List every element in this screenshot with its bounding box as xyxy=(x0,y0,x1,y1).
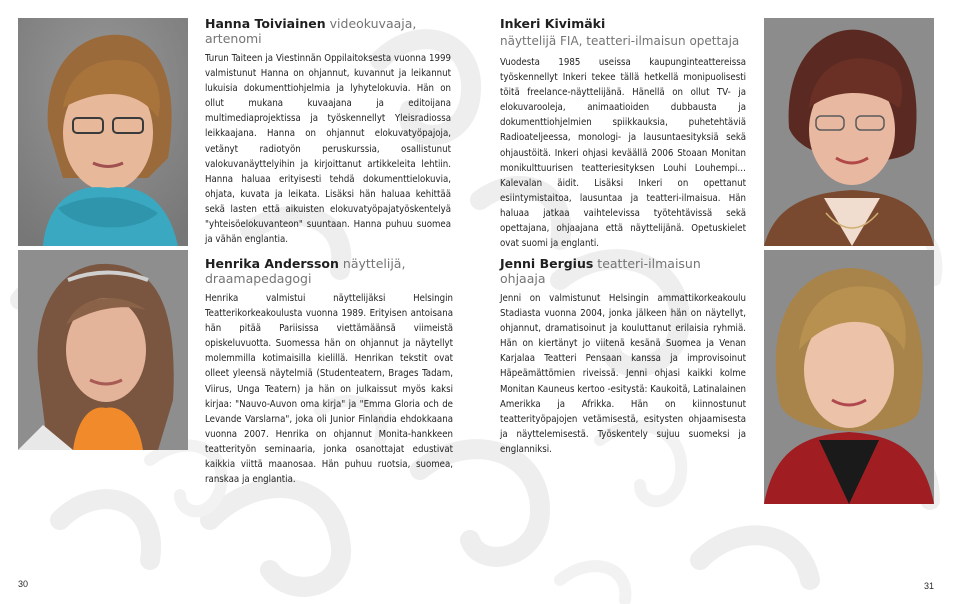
profile-text: Jenni on valmistunut Helsingin ammattikorkeakoulu Stadiasta vuonna 2004, jonka jälkeen hän on näytellyt, ohjannut, dramatisoinut ja kouluttanut erilaisia ryhmiä. Hän on kiertänyt jo viitenä kesänä Suomea ja Venan Karjalaa Teatteri Pensaan kanssa ja improvisoinut Häpeämättömien riveissä. Jenni ohjasi kaikki kolme Monitan Kauneus kertoo -esitystä: Kaukoitä, Latinalainen Amerikka ja Afrikka. Hän on kiinnostunut teatterityöpajojen vetämisestä, esitysten ohjaamisesta ja näyttelemisestä. Työskentely sujuu suomeksi ja englanniksi. xyxy=(500,293,746,455)
profile-hanna xyxy=(205,16,451,247)
portrait-inkeri xyxy=(764,18,934,246)
portrait-jenni xyxy=(764,250,934,504)
page-number-left: 30 xyxy=(18,579,29,589)
profile-heading xyxy=(500,256,746,286)
profile-text: Vuodesta 1985 useissa kaupunginteattereissa työskennellyt Inkeri tekee tällä hetkellä monipuolisesti töitä freelance-näyttelijänä. Hänellä on ollut TV- ja elokuvarooleja, animaatioiden dubbausta ja dokumenttiohjelmien spiikkauksia, puhetehtäviä Radioateljeessa, monologi- ja lausuntaesityksiä sekä ohjaustöitä. Inkeri ohjasi keväällä 2006 Stoaan Monitan monikulttuurisen teatteriesityksen Louhi Louhempi… Kalevalan äidit. Lisäksi Inkeri on opettanut esiintymistaitoa, lausuntaa ja teatteri-ilmaisua. Hän haluaa jatkaa vaihtelevissa työtehtävissä sekä opettajana, ohjaajana että näyttelijänä. Opetuskielet ovat suomi ja englanti. xyxy=(500,57,746,250)
person-name: Hanna Toiviainen xyxy=(205,16,326,31)
profile-heading xyxy=(205,256,453,286)
person-role: teatteri-ilmaisun ohjaaja xyxy=(500,256,701,286)
profile-text: Turun Taiteen ja Viestinnän Oppilaitoksesta vuonna 1999 valmistunut Hanna on ohjannut, kuvannut ja leikannut lukuisia dokumenttiohjelmia ja lyhytelokuvia. Hän on ollut mukana kuvaajana ja editoijana multimediaprojektissa ja työskennellyt Yleisradiossa leikkaajana. Hanna on ohjannut elokuvatyöpajoja, vetänyt radiotyön peruskurssia, osallistunut valokuvanäyttelyihin ja kirjoittanut artikkeleita lehtiin. Hanna haluaa erityisesti tehdä dokumenttielokuvia, ohjata, kuvata ja leikata. Lisäksi hän haluaa kehittää sekä lasten että aikuisten elokuvatyöpajatyöskentelyä "yhteisöelokuvanteon" suuntaan. Hanna puhuu suomea ja vähän englantia. xyxy=(205,53,451,246)
profile-jenni xyxy=(500,256,746,457)
portrait-henrika xyxy=(18,250,188,450)
profile-heading xyxy=(205,16,451,46)
person-role: näyttelijä, draamapedagogi xyxy=(205,256,406,286)
person-role: näyttelijä FIA, teatteri-ilmaisun opettaja xyxy=(500,34,740,48)
profile-inkeri xyxy=(500,16,746,251)
portrait-hanna xyxy=(18,18,188,246)
page-number-right: 31 xyxy=(924,581,935,591)
profile-heading xyxy=(500,16,746,50)
profile-henrika xyxy=(205,256,453,487)
person-name: Henrika Andersson xyxy=(205,256,339,271)
person-role: videokuvaaja, artenomi xyxy=(205,16,417,46)
person-name: Inkeri Kivimäki xyxy=(500,16,606,31)
profile-text: Henrika valmistui näyttelijäksi Helsingin Teatterikorkeakoulusta vuonna 1989. Erityisen antoisana hän pitää Pariisissa viettämäänsä viimeistä opiskeluvuotta. Suomessa hän on ohjannut ja näytellyt molemmilla kotimaisilla kielillä. Henrikan tekstit ovat olleet yleensä näytelmiä (Studenteatern, Brages Tadam, Viirus, Unga Teatern) ja hän on julkaissut myös kaksi kirjaa: "Nauvo-Auvon oma kirja" ja "Emma Gloria och de Levande Varslarna", joka oli Junior Finlandia ehdokkaana vuonna 2007. Henrika on ohjannut Monita-hankkeen teatterityön seminaaria, jonka osanottajat edustivat kaikkia viittä maanosaa. Hän puhuu ruotsia, suomea, ranskaa ja englantia. xyxy=(205,293,453,486)
person-name: Jenni Bergius xyxy=(500,256,594,271)
